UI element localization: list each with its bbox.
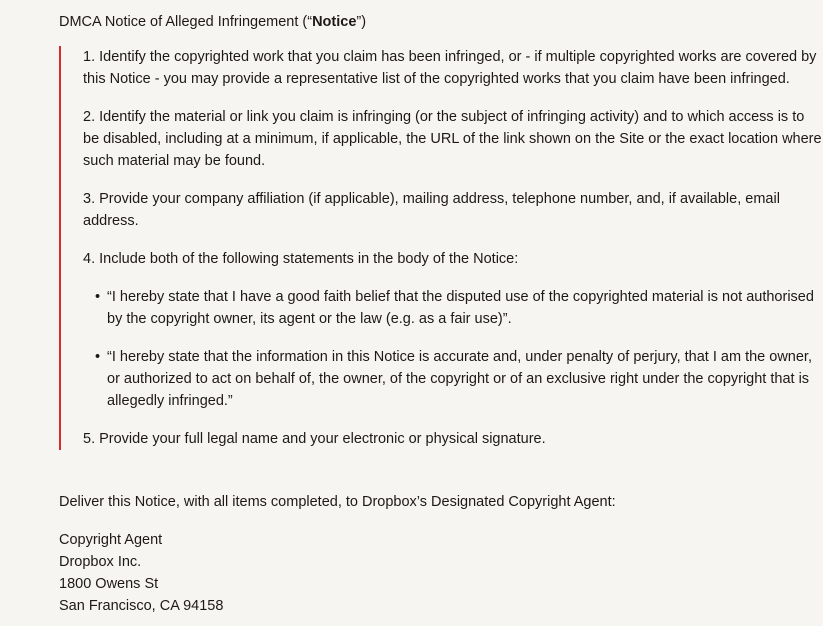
notice-requirements-block [59, 46, 823, 450]
address-line-company: Dropbox Inc. [59, 554, 142, 570]
statement-text: “I hereby state that the information in this Notice is accurate and, under penalty of perjury, that I am the owner, or authorized to act on behalf of, the owner, of the copyright or of an exclusive right under the copyright that is allegedly infringed.” [107, 349, 812, 409]
requirement-item-1: 1. Identify the copyrighted work that you claim has been infringed, or - if multiple copyrighted works are covered by this Notice - you may provide a representative list of the copyrighted works that you claim have been infringed. [83, 49, 817, 87]
requirement-item-4: 4. Include both of the following statements in the body of the Notice: [83, 251, 519, 267]
heading-prefix: DMCA Notice of Alleged Infringement (“ [59, 14, 313, 30]
requirement-item-2: 2. Identify the material or link you claim is infringing (or the subject of infringing activity) and to which access is to be disabled, including at a minimum, if applicable, the URL of the link shown on the Site or the exact location where such material may be found. [83, 109, 822, 169]
deliver-instruction: Deliver this Notice, with all items completed, to Dropbox’s Designated Copyright Agent: [59, 494, 616, 510]
page-heading [59, 11, 366, 33]
heading-suffix: ”) [356, 14, 367, 30]
requirement-item-5: 5. Provide your full legal name and your electronic or physical signature. [83, 431, 546, 447]
address-line-city: San Francisco, CA 94158 [59, 598, 224, 614]
statement-item [95, 286, 823, 330]
requirement-item-3: 3. Provide your company affiliation (if applicable), mailing address, telephone number, and, if available, email address. [83, 191, 780, 229]
statements-list [83, 286, 823, 412]
statement-item [95, 346, 823, 412]
address-line-agent: Copyright Agent [59, 532, 163, 548]
bullet-icon: • [95, 349, 101, 365]
bullet-icon: • [95, 289, 101, 305]
address-line-street: 1800 Owens St [59, 576, 159, 592]
copyright-agent-address [59, 529, 223, 617]
heading-bold-notice: Notice [312, 14, 357, 30]
statement-text: “I hereby state that I have a good faith belief that the disputed use of the copyrighted material is not authorised by the copyright owner, its agent or the law (e.g. as a fair use)”. [107, 289, 814, 327]
